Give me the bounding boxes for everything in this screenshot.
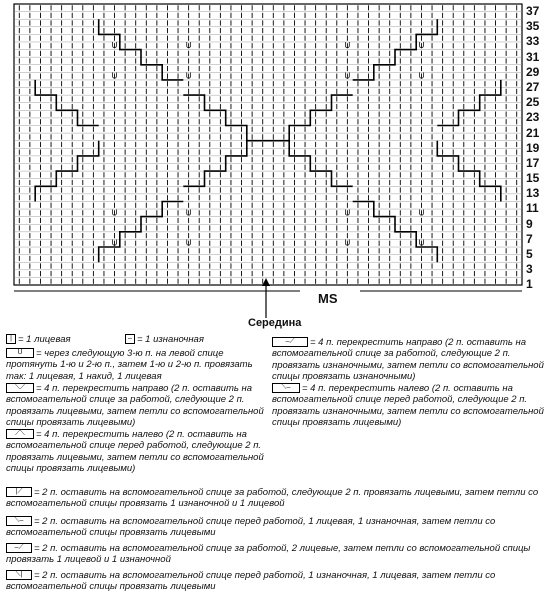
bobble-mark: U bbox=[418, 71, 425, 81]
purl-symbol-icon: – bbox=[125, 334, 135, 344]
legend-cross-2: ⟍– = 2 п. оставить на вспомогательной спице перед работой, 1 лицевая, 1 изнаночная, затем петли со вспомогательной спицы провязать лицевыми bbox=[6, 516, 496, 539]
row-number: 37 bbox=[526, 4, 540, 18]
row-number: 27 bbox=[526, 79, 540, 94]
bobble-mark: U bbox=[185, 238, 192, 248]
center-arrow-icon bbox=[262, 278, 270, 286]
legend-cross-right-b: –⟋ = 4 п. перекрестить направо (2 п. оставить на вспомогательной спице за работой, следующие 2 п. провязать изнаночными, затем петли со вспомогательной спицы провязать изнаночными) bbox=[272, 337, 544, 383]
row-number: 11 bbox=[526, 201, 539, 216]
cross-left-purl-symbol-icon: ⟍– bbox=[272, 383, 300, 393]
cross1-symbol-icon: |⟋ bbox=[6, 487, 32, 497]
row-number: 3 bbox=[526, 262, 533, 277]
legend-cross-4: ⟍| = 2 п. оставить на вспомогательной спице перед работой, 1 изнаночная, 1 лицевая, затем петли со вспомогательной спицы провязать лицевыми bbox=[6, 570, 496, 593]
cross-right-purl-symbol-icon: –⟋ bbox=[272, 337, 308, 347]
legend-yarn-over: U = через следующую 3-ю п. на левой спице протянуть 1-ю и 2-ю п., затем 1-ю и 2-ю п. провязать так: 1 лицевая, 1 накид, 1 лицевая bbox=[6, 348, 253, 382]
row-number: 23 bbox=[526, 110, 540, 125]
cross3-symbol-icon: –⟋ bbox=[6, 543, 32, 553]
row-number: 17 bbox=[526, 155, 540, 170]
row-number: 21 bbox=[526, 125, 540, 140]
bobble-mark: U bbox=[418, 208, 425, 218]
ms-label: MS bbox=[318, 291, 338, 306]
bobble-mark: U bbox=[344, 208, 351, 218]
row-number: 29 bbox=[526, 64, 540, 79]
bobble-mark: U bbox=[111, 41, 118, 51]
legend-cross-left-b: ⟍– = 4 п. перекрестить налево (2 п. оставить на вспомогательной спице перед работой, следующие 2 п. провязать изнаночными, затем петли со вспомогательной спицы провязать лицевыми) bbox=[272, 383, 544, 429]
row-number: 13 bbox=[526, 186, 540, 201]
cross4-symbol-icon: ⟍| bbox=[6, 570, 32, 580]
bobble-mark: U bbox=[344, 71, 351, 81]
chart-marks bbox=[19, 5, 516, 284]
cross-right-symbol-icon: ⟍⟋ bbox=[6, 383, 34, 393]
bobble-mark: U bbox=[344, 238, 351, 248]
legend-cross-right-a: ⟍⟋ = 4 п. перекрестить направо (2 п. оставить на вспомогательной спице за работой, следующие 2 п. провязать лицевыми, затем петли со вспомогательной спицы провязать лицевыми) bbox=[6, 383, 264, 429]
legend-cross-3: –⟋ = 2 п. оставить на вспомогательной спице за работой, 2 лицевые, затем петли со вспомогательной спицы провязать 1 лицевой и 1 изнаночной bbox=[6, 543, 531, 566]
center-label: Середина bbox=[248, 317, 302, 329]
bobble-symbol-icon: U bbox=[6, 348, 34, 358]
row-number: 9 bbox=[526, 216, 533, 231]
row-number: 31 bbox=[526, 49, 540, 64]
row-number: 35 bbox=[526, 19, 540, 34]
legend-purl: – = 1 изнаночная bbox=[125, 334, 265, 345]
legend-cross-left-a: ⟋⟍ = 4 п. перекрестить налево (2 п. оставить на вспомогательной спице перед работой, следующие 2 п. провязать лицевыми, затем петли со вспомогательной спицы провязать лицевыми) bbox=[6, 429, 264, 475]
row-number: 15 bbox=[526, 171, 540, 186]
row-number: 25 bbox=[526, 95, 540, 110]
cross2-symbol-icon: ⟍– bbox=[6, 516, 32, 526]
legend-cross-1: |⟋ = 2 п. оставить на вспомогательной спице за работой, следующие 2 п. провязать лицевыми, затем петли со вспомогательной спицы провязать 1 изнаночной и 1 лицевой bbox=[6, 487, 539, 510]
row-number: 33 bbox=[526, 34, 540, 49]
bobble-mark: U bbox=[185, 71, 192, 81]
grid-border bbox=[14, 4, 522, 285]
row-number: 5 bbox=[526, 247, 533, 262]
bobble-mark: U bbox=[185, 41, 192, 51]
bobble-mark: U bbox=[111, 238, 118, 248]
legend-knit: | = 1 лицевая bbox=[6, 334, 136, 345]
row-number: 7 bbox=[526, 231, 533, 246]
row-number: 19 bbox=[526, 140, 540, 155]
bobble-mark: U bbox=[418, 238, 425, 248]
bobble-mark: U bbox=[344, 41, 351, 51]
bobble-mark: U bbox=[111, 71, 118, 81]
knit-symbol-icon: | bbox=[6, 334, 16, 344]
cross-left-symbol-icon: ⟋⟍ bbox=[6, 429, 34, 439]
chart-grid bbox=[14, 4, 522, 285]
bobble-mark: U bbox=[418, 41, 425, 51]
row-number: 1 bbox=[526, 277, 533, 292]
bobble-mark: U bbox=[111, 208, 118, 218]
bobble-mark: U bbox=[185, 208, 192, 218]
